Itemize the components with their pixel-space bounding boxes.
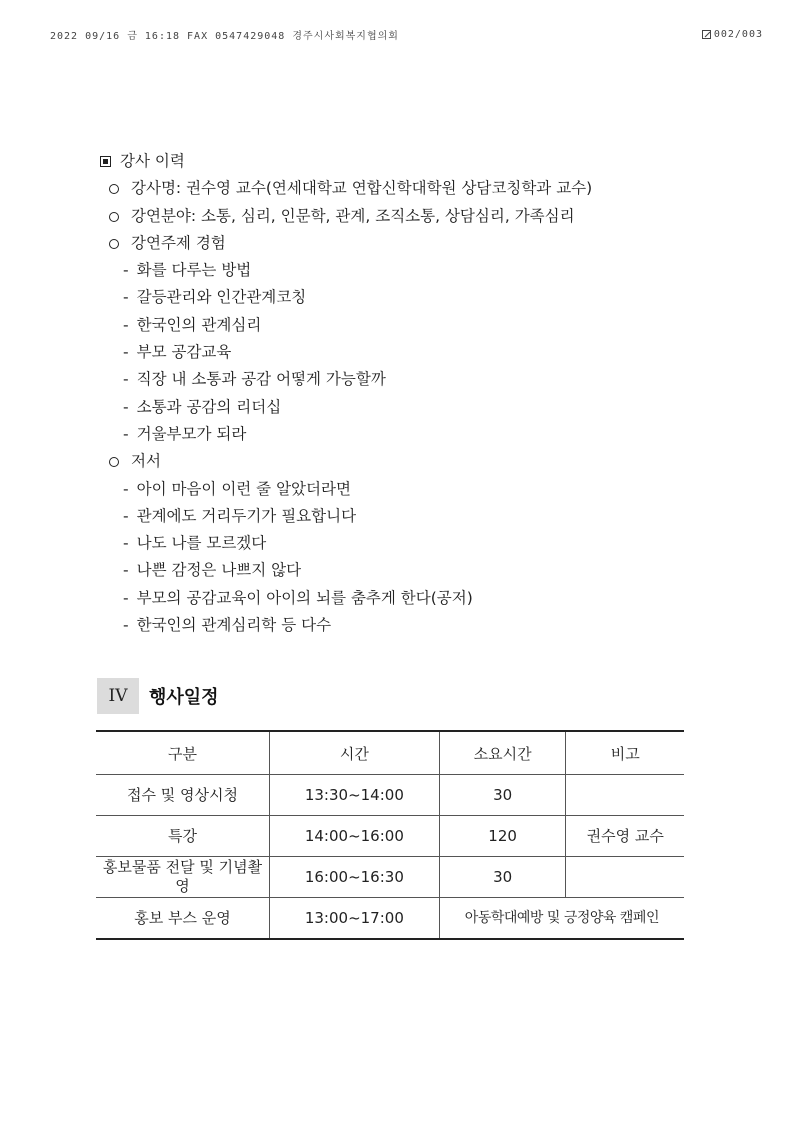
- dash-bullet: -: [123, 315, 129, 334]
- table-cell: 접수 및 영상시청: [96, 775, 269, 816]
- dash-bullet: -: [123, 534, 129, 553]
- fax-page-counter: [702, 27, 763, 42]
- topic-text: 화를 다루는 방법: [136, 261, 252, 280]
- book-item: [100, 503, 700, 530]
- dash-bullet: -: [123, 616, 129, 635]
- dash-bullet: -: [123, 343, 129, 362]
- topic-text: 부모 공감교육: [136, 343, 232, 362]
- table-row: [96, 898, 684, 940]
- fax-page-icon: [702, 30, 711, 39]
- dash-bullet: -: [123, 506, 129, 525]
- square-bullet-icon: [100, 156, 111, 167]
- column-header: 비고: [566, 731, 684, 775]
- dash-bullet: -: [123, 588, 129, 607]
- lecturer-fields: 강연분야: 소통, 심리, 인문학, 관계, 조직소통, 상담심리, 가족심리: [131, 206, 575, 225]
- book-title: 한국인의 관계심리학 등 다수: [136, 616, 332, 635]
- dash-bullet: -: [123, 370, 129, 389]
- table-cell: 아동학대예방 및 긍정양육 캠페인: [439, 898, 684, 940]
- topic-item: [100, 284, 700, 311]
- fax-header: [50, 27, 763, 42]
- table-cell: 120: [439, 816, 566, 857]
- lecturer-profile: [100, 148, 700, 639]
- circle-bullet-icon: [109, 184, 119, 194]
- table-cell: 홍보물품 전달 및 기념촬영: [96, 857, 269, 898]
- book-item: [100, 557, 700, 584]
- table-row: [96, 775, 684, 816]
- dash-bullet: -: [123, 424, 129, 443]
- topics-heading: 강연주제 경험: [131, 233, 226, 252]
- table-cell: 30: [439, 775, 566, 816]
- table-row: [96, 816, 684, 857]
- book-item: [100, 585, 700, 612]
- book-title: 나쁜 감정은 나쁘지 않다: [136, 561, 302, 580]
- book-title: 아이 마음이 이런 줄 알았더라면: [136, 479, 351, 498]
- book-item: [100, 612, 700, 639]
- table-cell: 30: [439, 857, 566, 898]
- lecturer-heading: 강사 이력: [120, 152, 185, 170]
- dash-bullet: -: [123, 561, 129, 580]
- topic-item: [100, 257, 700, 284]
- dash-bullet: -: [123, 261, 129, 280]
- column-header: 소요시간: [439, 731, 566, 775]
- table-cell: 14:00~16:00: [269, 816, 439, 857]
- book-title: 부모의 공감교육이 아이의 뇌를 춤추게 한다(공저): [136, 588, 473, 607]
- circle-bullet-icon: [109, 212, 119, 222]
- topic-text: 직장 내 소통과 공감 어떻게 가능할까: [136, 370, 386, 389]
- column-header: 구분: [96, 731, 269, 775]
- lecturer-name-line: [100, 175, 700, 202]
- section-heading: [97, 678, 219, 714]
- circle-bullet-icon: [109, 457, 119, 467]
- lecturer-fields-line: [100, 203, 700, 230]
- dash-bullet: -: [123, 397, 129, 416]
- table-cell: [566, 857, 684, 898]
- topic-text: 거울부모가 되라: [136, 424, 247, 443]
- topic-item: [100, 421, 700, 448]
- table-cell: 홍보 부스 운영: [96, 898, 269, 940]
- topic-text: 한국인의 관계심리: [136, 315, 262, 334]
- topic-item: [100, 366, 700, 393]
- fax-header-info: 2022 09/16 금 16:18 FAX 0547429048 경주시사회복지협의회: [50, 31, 399, 42]
- topic-item: [100, 394, 700, 421]
- book-title: 관계에도 거리두기가 필요합니다: [136, 506, 357, 525]
- circle-bullet-icon: [109, 239, 119, 249]
- section-number: IV: [97, 678, 139, 714]
- table-cell: [566, 775, 684, 816]
- books-heading-line: [100, 448, 700, 475]
- topic-text: 갈등관리와 인간관계코칭: [136, 288, 307, 307]
- lecturer-name: 강사명: 권수영 교수(연세대학교 연합신학대학원 상담코칭학과 교수): [131, 179, 593, 198]
- dash-bullet: -: [123, 288, 129, 307]
- table-cell: 권수영 교수: [566, 816, 684, 857]
- book-title: 나도 나를 모르겠다: [136, 534, 267, 553]
- books-heading: 저서: [131, 452, 161, 471]
- table-cell: 13:00~17:00: [269, 898, 439, 940]
- table-cell: 13:30~14:00: [269, 775, 439, 816]
- table-cell: 16:00~16:30: [269, 857, 439, 898]
- topic-text: 소통과 공감의 리더십: [136, 397, 282, 416]
- table-row: [96, 857, 684, 898]
- lecturer-heading-line: [100, 148, 700, 175]
- book-item: [100, 476, 700, 503]
- dash-bullet: -: [123, 479, 129, 498]
- topics-heading-line: [100, 230, 700, 257]
- topic-item: [100, 339, 700, 366]
- column-header: 시간: [269, 731, 439, 775]
- table-header-row: [96, 731, 684, 775]
- topic-item: [100, 312, 700, 339]
- table-cell: 특강: [96, 816, 269, 857]
- fax-page-number: 002/003: [713, 29, 763, 40]
- book-item: [100, 530, 700, 557]
- schedule-table: [96, 730, 684, 940]
- section-title: 행사일정: [149, 687, 219, 708]
